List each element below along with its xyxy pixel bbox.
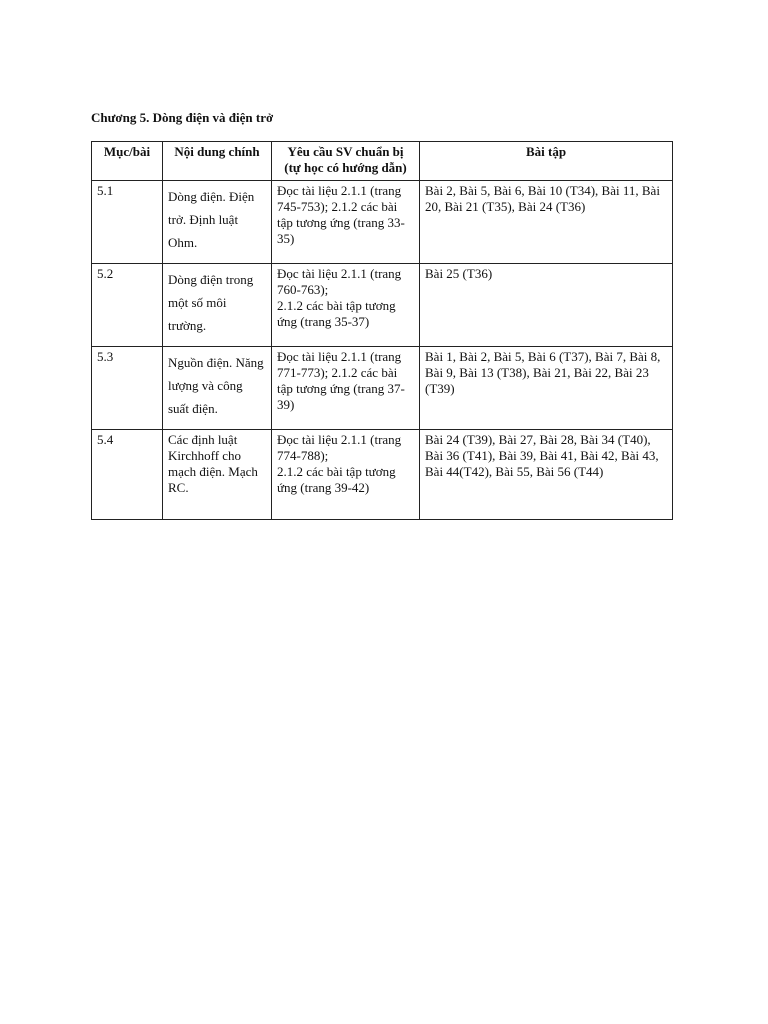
cell-exercises: Bài 25 (T36) bbox=[420, 264, 673, 347]
cell-requirement: Đọc tài liệu 2.1.1 (trang 745-753); 2.1.2 các bài tập tương ứng (trang 33-35) bbox=[272, 181, 420, 264]
cell-content: Nguồn điện. Năng lượng và công suất điện. bbox=[163, 347, 272, 430]
page-title: Chương 5. Dòng điện và điện trở bbox=[91, 110, 274, 125]
header-exercises: Bài tập bbox=[420, 142, 673, 181]
table-row bbox=[92, 430, 673, 520]
cell-requirement: Đọc tài liệu 2.1.1 (trang 760-763); 2.1.2 các bài tập tương ứng (trang 35-37) bbox=[272, 264, 420, 347]
cell-exercises: Bài 24 (T39), Bài 27, Bài 28, Bài 34 (T40), Bài 36 (T41), Bài 39, Bài 41, Bài 42, Bài 43, Bài 44(T42), Bài 55, Bài 56 (T44) bbox=[420, 430, 673, 520]
cell-content: Các định luật Kirchhoff cho mạch điện. Mạch RC. bbox=[163, 430, 272, 520]
study-plan-table bbox=[91, 141, 673, 520]
cell-section: 5.2 bbox=[92, 264, 163, 347]
cell-requirement: Đọc tài liệu 2.1.1 (trang 774-788); 2.1.2 các bài tập tương ứng (trang 39-42) bbox=[272, 430, 420, 520]
cell-section: 5.4 bbox=[92, 430, 163, 520]
table-row bbox=[92, 347, 673, 430]
cell-section: 5.1 bbox=[92, 181, 163, 264]
header-section: Mục/bài bbox=[92, 142, 163, 181]
table-row bbox=[92, 264, 673, 347]
cell-section: 5.3 bbox=[92, 347, 163, 430]
cell-exercises: Bài 2, Bài 5, Bài 6, Bài 10 (T34), Bài 11, Bài 20, Bài 21 (T35), Bài 24 (T36) bbox=[420, 181, 673, 264]
cell-content: Dòng điện. Điện trở. Định luật Ohm. bbox=[163, 181, 272, 264]
table-header-row bbox=[92, 142, 673, 181]
header-requirement: Yêu cầu SV chuẩn bị (tự học có hướng dẫn) bbox=[272, 142, 420, 181]
cell-content: Dòng điện trong một số môi trường. bbox=[163, 264, 272, 347]
table-row bbox=[92, 181, 673, 264]
header-content: Nội dung chính bbox=[163, 142, 272, 181]
cell-exercises: Bài 1, Bài 2, Bài 5, Bài 6 (T37), Bài 7, Bài 8, Bài 9, Bài 13 (T38), Bài 21, Bài 22, Bài 23 (T39) bbox=[420, 347, 673, 430]
cell-requirement: Đọc tài liệu 2.1.1 (trang 771-773); 2.1.2 các bài tập tương ứng (trang 37-39) bbox=[272, 347, 420, 430]
